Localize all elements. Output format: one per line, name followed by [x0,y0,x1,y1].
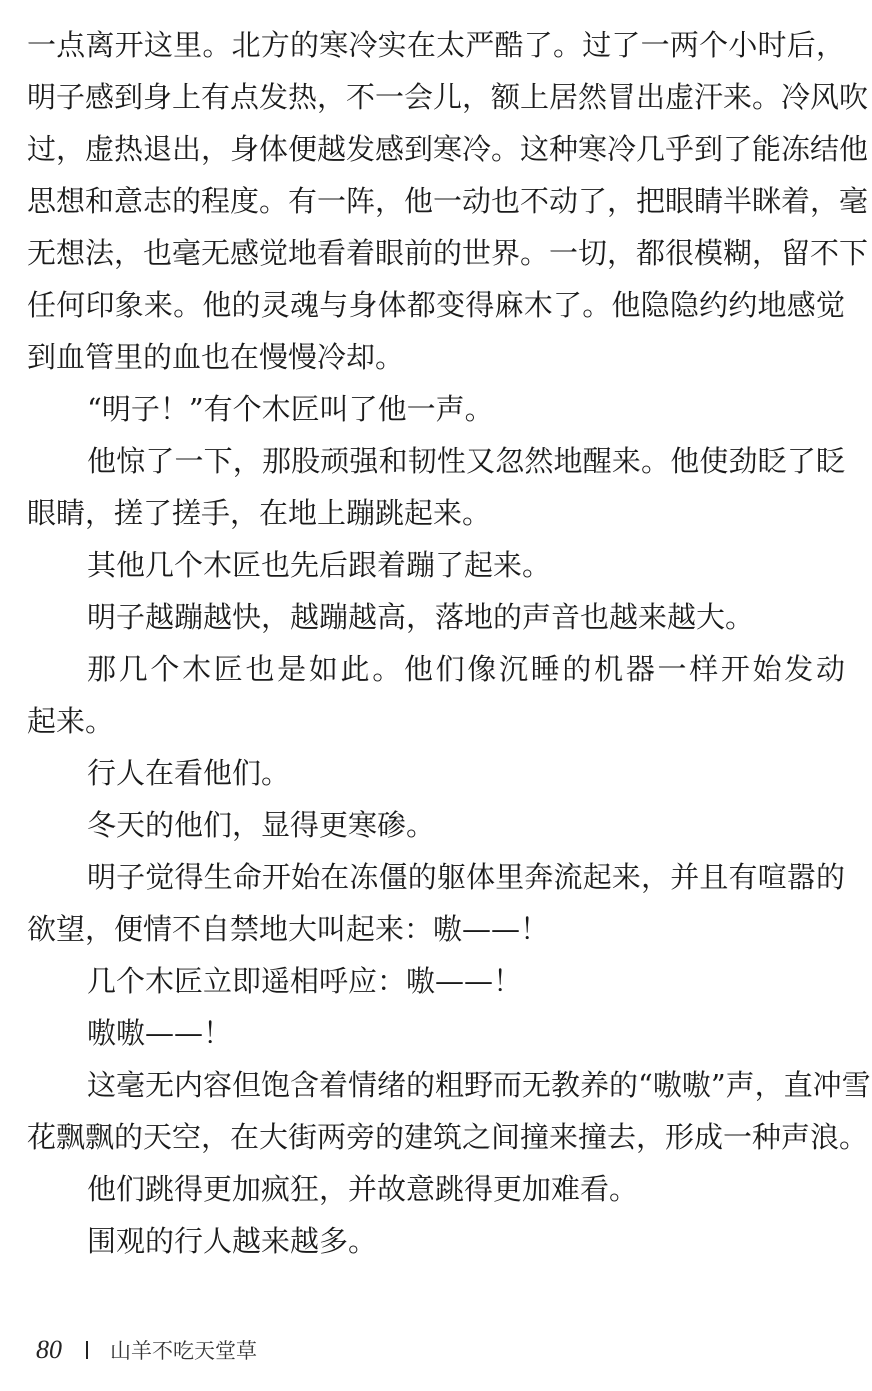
text-line: 这毫无内容但饱含着情绪的粗野而无教养的“嗷嗷”声，直冲雪 [87,1068,871,1102]
text-line: “明子！”有个木匠叫了他一声。 [87,392,494,426]
text-line: 明子越蹦越快，越蹦越高，落地的声音也越来越大。 [87,600,755,634]
text-line: 其他几个木匠也先后跟着蹦了起来。 [87,548,552,582]
text-line: 欲望，便情不自禁地大叫起来：嗷——！ [27,912,550,946]
paragraph [27,799,845,851]
text-line: 几个木匠立即遥相呼应：嗷——！ [87,964,523,998]
page-footer [36,1334,257,1366]
footer-divider [86,1341,88,1359]
page-number: 80 [36,1335,62,1364]
body-text [27,19,871,1267]
paragraph [27,747,845,799]
paragraph [27,1007,845,1059]
paragraph [27,591,845,643]
paragraph [27,19,869,383]
paragraph [27,955,845,1007]
paragraph [27,1059,871,1163]
text-line: 任何印象来。他的灵魂与身体都变得麻木了。他隐隐约约地感觉 [27,288,845,322]
text-line: 眼睛，搓了搓手，在地上蹦跳起来。 [27,496,492,530]
paragraph [27,383,845,435]
text-line: 明子觉得生命开始在冻僵的躯体里奔流起来，并且有喧嚣的 [87,860,845,894]
paragraph [27,435,845,539]
text-line: 起来。 [27,704,115,738]
paragraph [27,1215,845,1267]
text-line: 围观的行人越来越多。 [87,1224,378,1258]
book-title: 山羊不吃天堂草 [110,1339,257,1363]
text-line: 一点离开这里。北方的寒冷实在太严酷了。过了一两个小时后， [27,28,845,62]
text-line: 他惊了一下，那股顽强和韧性又忽然地醒来。他使劲眨了眨 [87,444,845,478]
paragraph [27,539,845,591]
paragraph [27,643,845,747]
text-line: 他们跳得更加疯狂，并故意跳得更加难看。 [87,1172,639,1206]
text-line: 那几个木匠也是如此。他们像沉睡的机器一样开始发动 [87,652,845,686]
text-line: 嗷嗷——！ [87,1016,233,1050]
text-line: 无想法，也毫无感觉地看着眼前的世界。一切，都很模糊，留不下 [27,236,869,270]
text-line: 花飘飘的天空，在大街两旁的建筑之间撞来撞去，形成一种声浪。 [27,1120,869,1154]
text-line: 冬天的他们，显得更寒碜。 [87,808,436,842]
text-line: 行人在看他们。 [87,756,291,790]
text-line: 过，虚热退出，身体便越发感到寒冷。这种寒冷几乎到了能冻结他 [27,132,869,166]
paragraph [27,851,845,955]
text-line: 到血管里的血也在慢慢冷却。 [27,340,405,374]
text-line: 明子感到身上有点发热，不一会儿，额上居然冒出虚汗来。冷风吹 [27,80,869,114]
paragraph [27,1163,845,1215]
text-line: 思想和意志的程度。有一阵，他一动也不动了，把眼睛半眯着，毫 [27,184,869,218]
